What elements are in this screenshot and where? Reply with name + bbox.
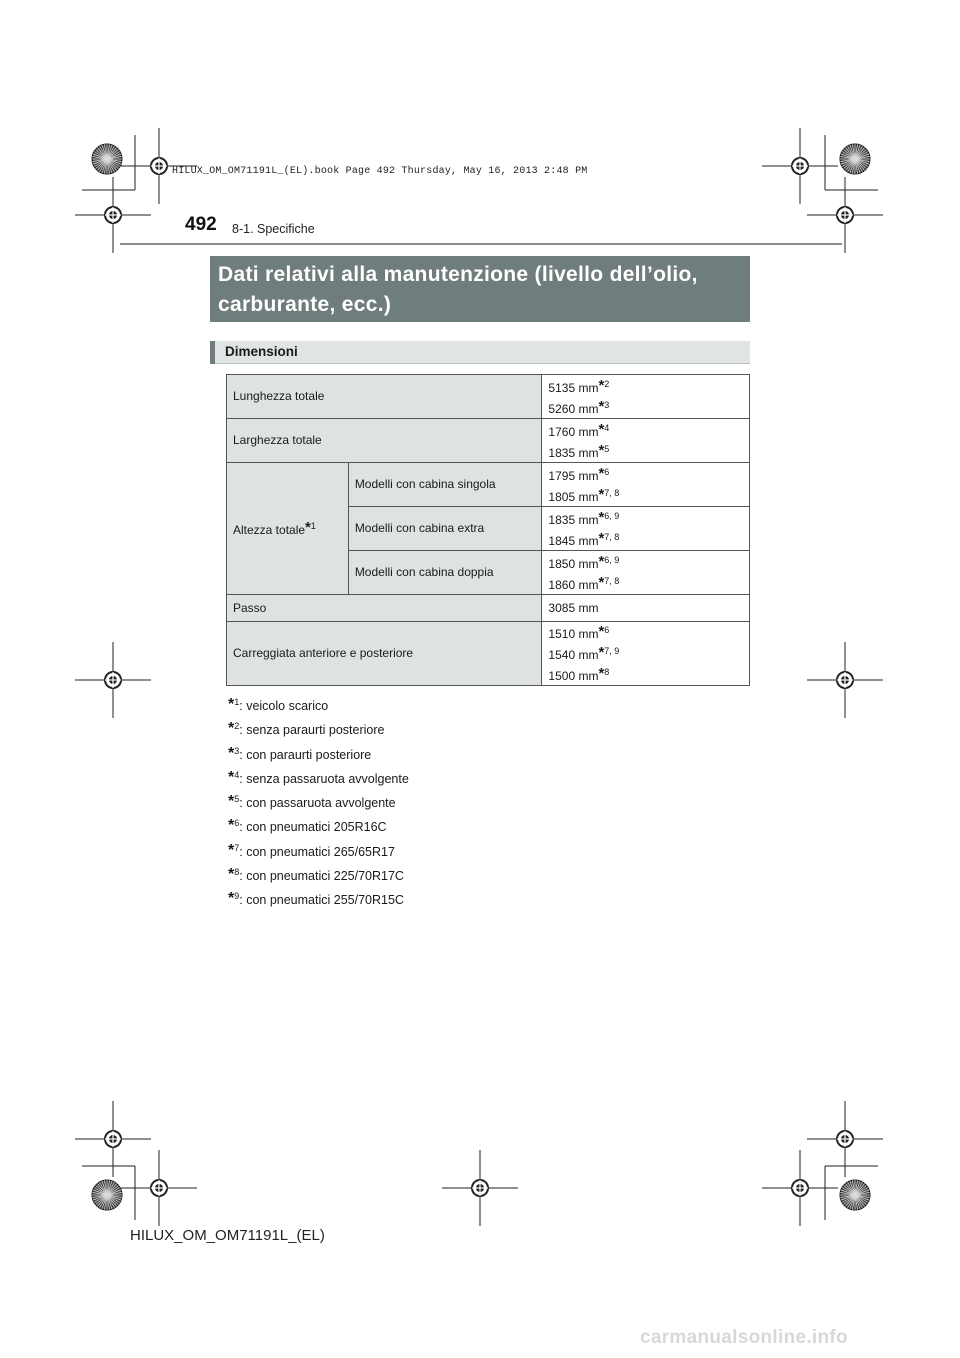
value-line xyxy=(548,441,743,462)
value-text: 1510 mm xyxy=(548,627,599,641)
value-text: 1850 mm xyxy=(548,556,599,571)
footnote-ref: 7, 8 xyxy=(604,531,620,542)
table-row xyxy=(227,419,750,463)
footnote-star: * xyxy=(228,793,235,811)
watermark: carmanualsonline.info xyxy=(640,1327,848,1348)
value-line xyxy=(548,376,743,397)
footnote-star: * xyxy=(598,665,605,682)
value-text: 1835 mm xyxy=(548,445,599,460)
footnote-text: : con pneumatici 255/70R15C xyxy=(239,893,404,908)
row-sublabel: Modelli con cabina extra xyxy=(354,521,485,535)
footnote-ref: 6 xyxy=(604,466,610,477)
value-line xyxy=(548,464,743,485)
value-text: 1760 mm xyxy=(548,424,599,439)
footnote-star: * xyxy=(228,866,235,884)
footnote-text: : senza passaruota avvolgente xyxy=(239,771,409,786)
value-line xyxy=(548,552,743,573)
footnote-star: * xyxy=(228,817,235,835)
footnote-item xyxy=(228,739,409,763)
row-sublabel: Modelli con cabina doppia xyxy=(354,565,494,579)
page-title-line-1: Dati relativi alla manutenzione (livello dell’olio, xyxy=(218,263,698,286)
footnote-star: * xyxy=(228,768,235,786)
footnote-number: 7 xyxy=(234,842,240,853)
value-line xyxy=(548,508,743,529)
footnote-item xyxy=(228,860,409,884)
print-info-line: HILUX_OM_OM71191L_(EL).book Page 492 Thursday, May 16, 2013 2:48 PM xyxy=(172,166,588,177)
value-text: 1805 mm xyxy=(548,489,599,504)
row-label: Larghezza totale xyxy=(233,433,322,447)
footnote-number: 4 xyxy=(234,769,240,780)
subsection-accent-bar xyxy=(210,341,215,364)
footnote-text: : senza paraurti posteriore xyxy=(239,723,385,738)
row-label: Passo xyxy=(233,600,267,615)
footnote-star: * xyxy=(228,744,235,762)
value-line xyxy=(548,622,743,643)
footnote-star: * xyxy=(598,552,605,570)
value-line xyxy=(548,664,743,685)
value-text: 5135 mm xyxy=(548,380,599,395)
value-text: 1500 mm xyxy=(548,669,599,683)
label-cell xyxy=(227,622,542,686)
footnote-ref: 1 xyxy=(310,521,316,531)
value-text: 3085 mm xyxy=(548,600,599,615)
footnote-text: : con pneumatici 265/65R17 xyxy=(239,844,395,859)
value-text: 1835 mm xyxy=(548,512,599,527)
footnote-star: * xyxy=(228,890,235,908)
footnote-ref: 7, 9 xyxy=(604,646,620,656)
footnote-number: 8 xyxy=(234,867,240,878)
footnote-star: * xyxy=(598,573,605,591)
value-line xyxy=(548,529,743,550)
page-number: 492 xyxy=(185,214,217,235)
footnote-ref: 2 xyxy=(604,378,610,389)
footnote-text: : con passaruota avvolgente xyxy=(239,796,396,811)
section-title: 8-1. Specifiche xyxy=(232,222,315,236)
sublabel-cell xyxy=(348,551,542,595)
footnote-star: * xyxy=(598,644,605,661)
footnote-text: : con pneumatici 205R16C xyxy=(239,820,387,835)
sublabel-cell xyxy=(348,463,542,507)
table-row xyxy=(227,463,750,507)
footnote-number: 1 xyxy=(234,697,240,707)
label-cell xyxy=(227,419,542,463)
footnote-item xyxy=(228,690,409,714)
footnote-number: 6 xyxy=(234,818,240,829)
footnote-ref: 4 xyxy=(604,422,610,433)
footnote-item xyxy=(228,763,409,787)
label-cell xyxy=(227,463,349,595)
footnote-star: * xyxy=(305,519,311,536)
footnote-star: * xyxy=(598,508,605,526)
table-row xyxy=(227,595,750,622)
page-title-banner xyxy=(210,256,750,322)
label-cell xyxy=(227,375,542,419)
sublabel-cell xyxy=(348,507,542,551)
footnote-ref: 6, 9 xyxy=(604,554,620,565)
page-title-line-2: carburante, ecc.) xyxy=(218,293,392,316)
value-line xyxy=(548,573,743,594)
row-label: Altezza totale xyxy=(233,523,306,537)
footnote-star: * xyxy=(228,841,235,859)
footnote-text: : veicolo scarico xyxy=(239,699,329,713)
footnote-star: * xyxy=(598,397,605,415)
value-cell xyxy=(542,622,750,686)
footnote-star: * xyxy=(598,420,605,438)
footnote-ref: 7, 8 xyxy=(604,575,620,586)
value-text: 1540 mm xyxy=(548,648,599,662)
value-cell xyxy=(542,551,750,595)
value-cell xyxy=(542,375,750,419)
dimensions-table xyxy=(226,374,750,686)
value-text: 1860 mm xyxy=(548,577,599,592)
table-row xyxy=(227,375,750,419)
footnote-star: * xyxy=(598,441,605,459)
footnote-ref: 8 xyxy=(604,667,610,677)
row-label: Carreggiata anteriore e posteriore xyxy=(233,646,414,660)
value-cell xyxy=(542,595,750,622)
footnote-item xyxy=(228,836,409,860)
footnote-star: * xyxy=(598,529,605,547)
header-rule xyxy=(120,243,842,245)
row-sublabel: Modelli con cabina singola xyxy=(354,477,496,491)
value-text: 1845 mm xyxy=(548,533,599,548)
footnote-star: * xyxy=(598,464,605,482)
footnote-star: * xyxy=(598,376,605,394)
value-line xyxy=(548,485,743,506)
value-text: 1795 mm xyxy=(548,468,599,483)
footnote-number: 3 xyxy=(234,745,240,756)
footnote-number: 5 xyxy=(234,794,240,805)
footnote-ref: 6 xyxy=(604,625,610,635)
subsection-header xyxy=(210,341,750,364)
value-line xyxy=(548,643,743,664)
value-cell xyxy=(542,419,750,463)
footnotes xyxy=(228,690,409,909)
footnote-number: 2 xyxy=(234,721,240,732)
value-line xyxy=(548,600,743,617)
row-label: Lunghezza totale xyxy=(233,389,325,403)
footnote-item xyxy=(228,787,409,811)
value-text: 5260 mm xyxy=(548,401,599,416)
value-cell xyxy=(542,463,750,507)
footnote-star: * xyxy=(228,696,235,713)
footnote-number: 9 xyxy=(234,891,240,902)
value-line xyxy=(548,420,743,441)
footnote-item xyxy=(228,811,409,835)
footnote-text: : con pneumatici 225/70R17C xyxy=(239,869,404,884)
footnote-star: * xyxy=(598,623,605,640)
footnote-item xyxy=(228,714,409,738)
footnote-star: * xyxy=(598,485,605,503)
value-line xyxy=(548,397,743,418)
footnote-ref: 7, 8 xyxy=(604,487,620,498)
value-cell xyxy=(542,507,750,551)
label-cell xyxy=(227,595,542,622)
subsection-title: Dimensioni xyxy=(225,344,298,359)
footnote-ref: 6, 9 xyxy=(604,510,620,521)
footnote-ref: 3 xyxy=(604,399,610,410)
footnote-item xyxy=(228,884,409,908)
footnote-star: * xyxy=(228,720,235,738)
footnote-text: : con paraurti posteriore xyxy=(239,747,372,762)
footnote-ref: 5 xyxy=(604,443,610,454)
footer-code: HILUX_OM_OM71191L_(EL) xyxy=(130,1227,325,1244)
table-row xyxy=(227,622,750,686)
